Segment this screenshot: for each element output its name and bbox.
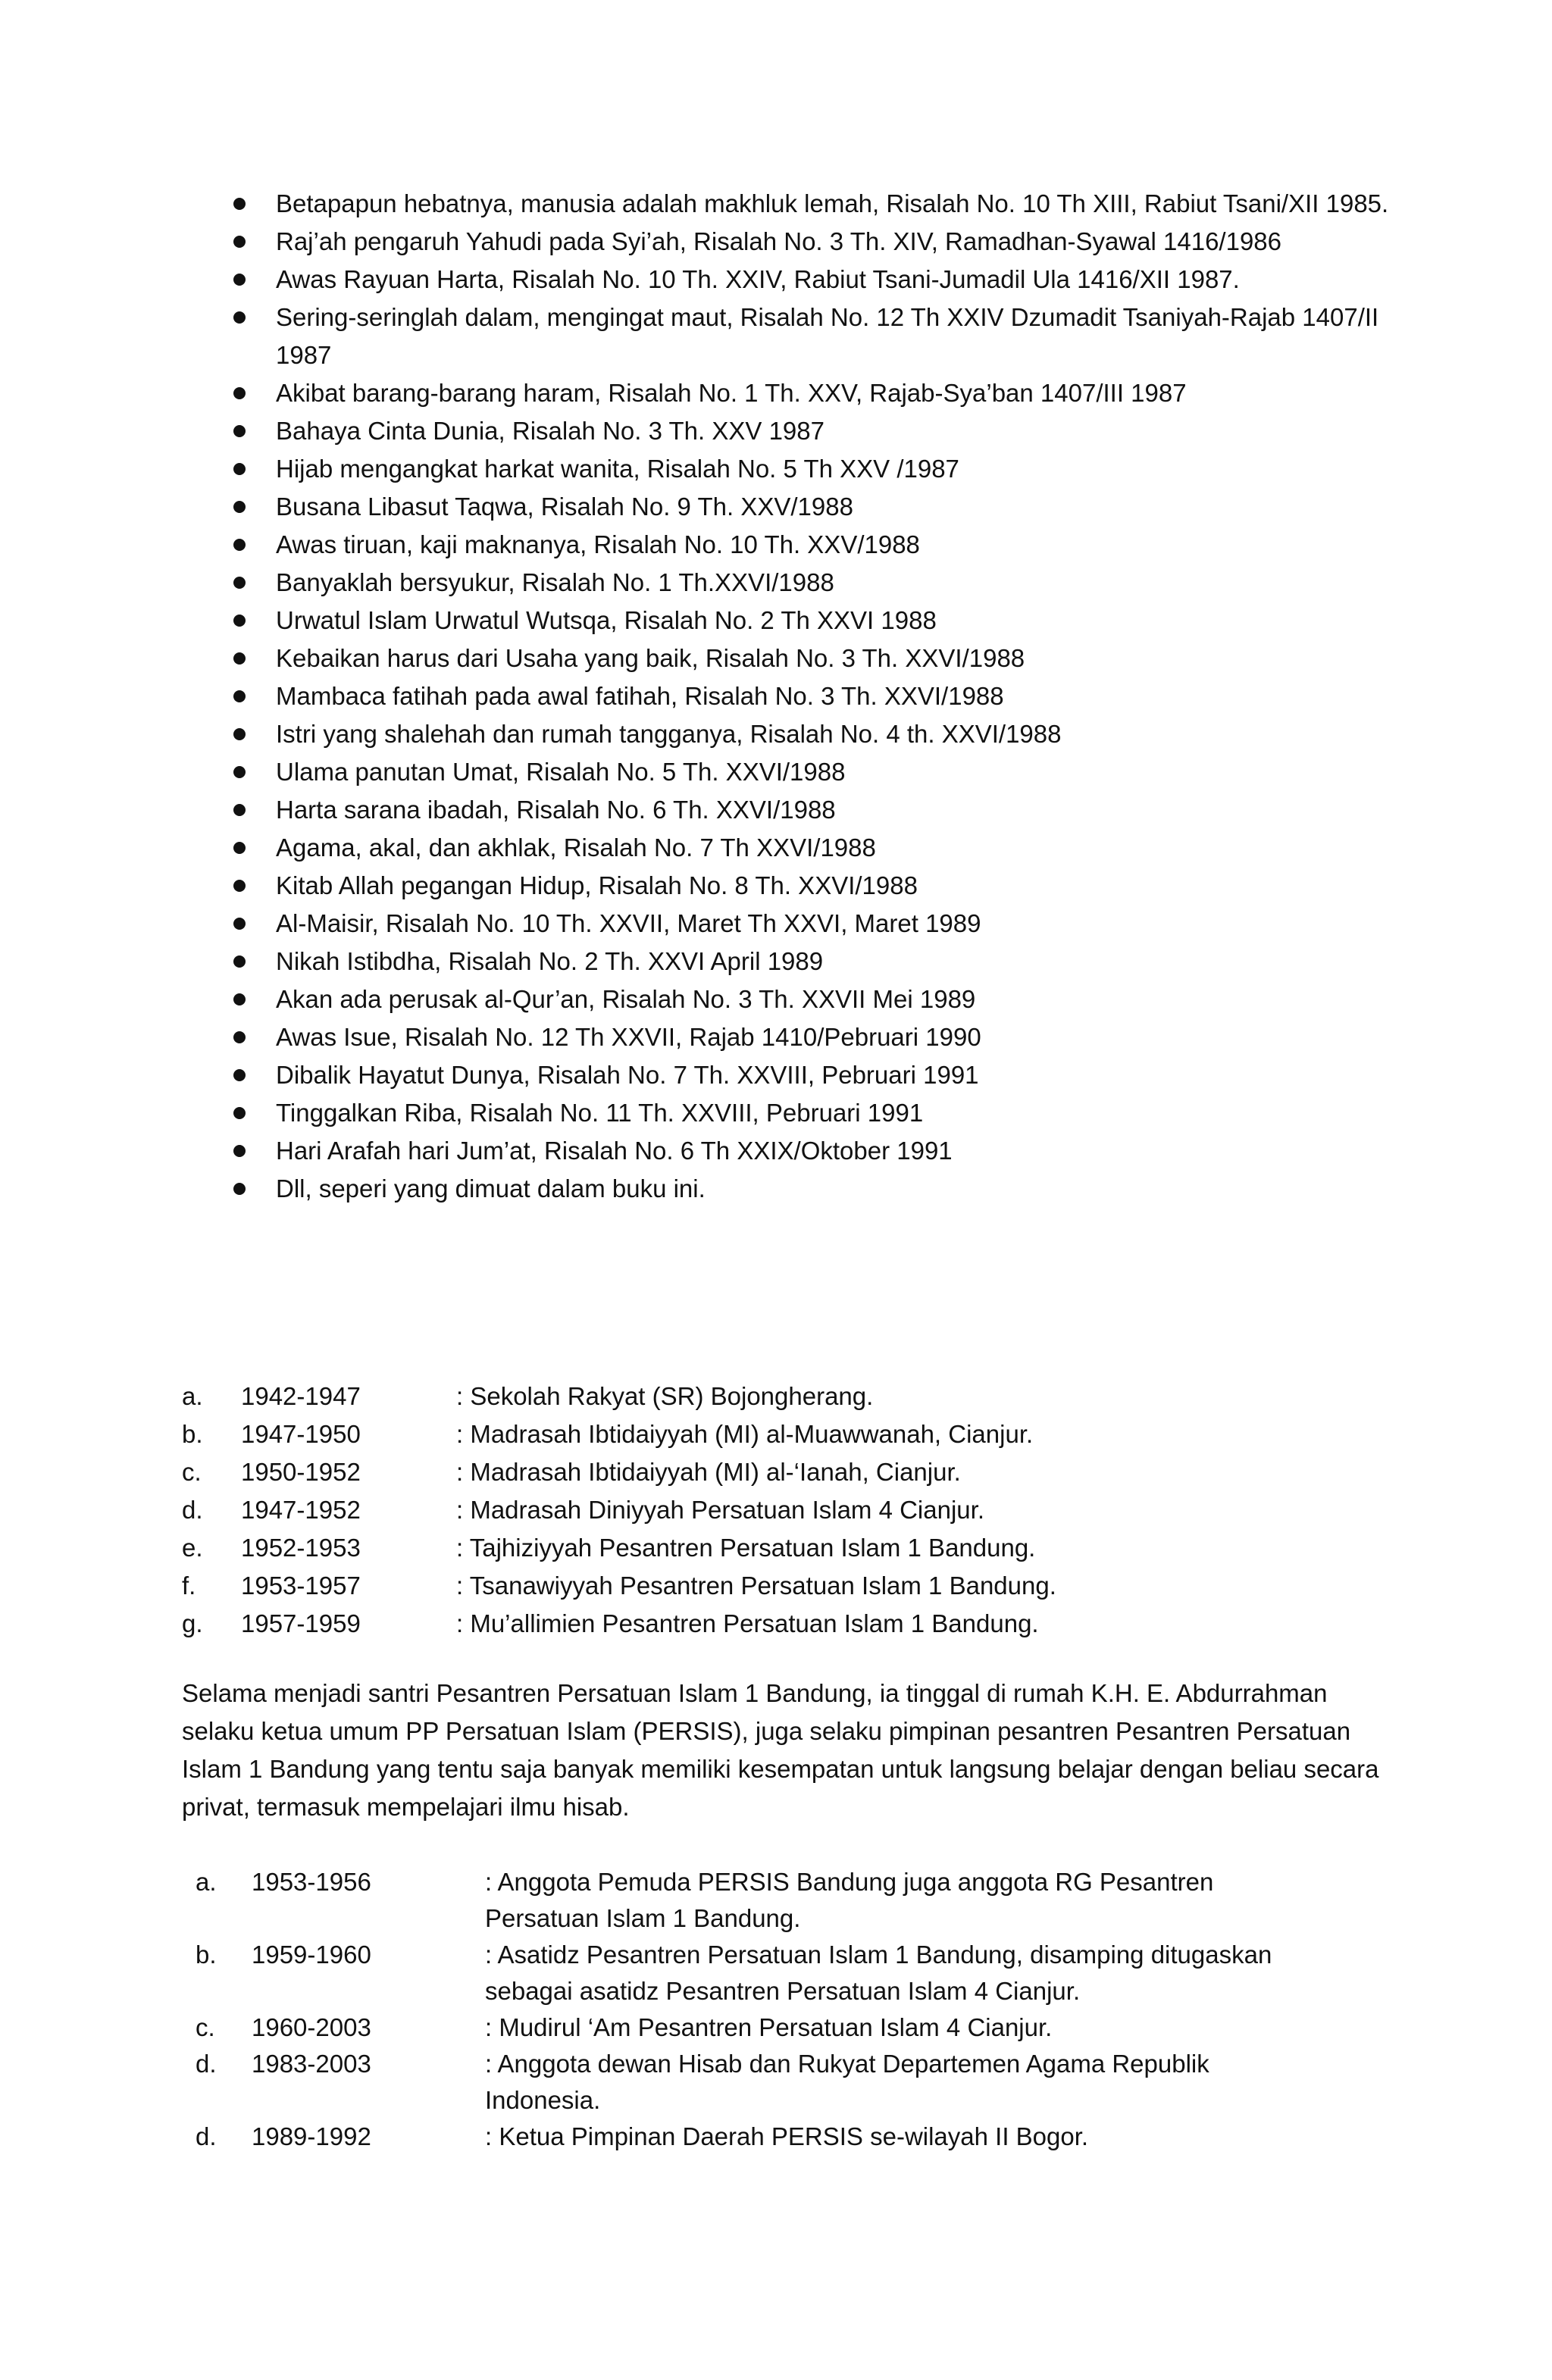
bullet-icon [233,387,246,399]
bullet-icon [233,615,246,627]
bullet-icon [233,993,246,1005]
list-item-text: Raj’ah pengaruh Yahudi pada Syi’ah, Risalah No. 3 Th. XIV, Ramadhan-Syawal 1416/1986 [276,227,1282,255]
list-item-text: Akibat barang-barang haram, Risalah No. 1 Th. XXV, Rajab-Sya’ban 1407/III 1987 [276,379,1187,407]
list-item [224,980,1406,1018]
list-item-text: Busana Libasut Taqwa, Risalah No. 9 Th. XXV/1988 [276,493,853,521]
list-item-text: Awas Isue, Risalah No. 12 Th XXVII, Rajab 1410/Pebruari 1990 [276,1023,981,1051]
history-desc: : Madrasah Diniyyah Persatuan Islam 4 Cianjur. [456,1496,984,1524]
list-item [224,488,1406,526]
list-item-text: Harta sarana ibadah, Risalah No. 6 Th. XXVI/1988 [276,796,836,824]
bullet-icon [233,842,246,854]
bullet-icon [233,1107,246,1119]
list-item-text: Awas tiruan, kaji maknanya, Risalah No. 10 Th. XXV/1988 [276,530,920,558]
list-item [224,753,1406,791]
history-letter: g. [182,1609,203,1637]
history-desc: : Mudirul ‘Am Pesantren Persatuan Islam 4 Cianjur. [485,2013,1053,2041]
history-desc: : Madrasah Ibtidaiyyah (MI) al-‘Ianah, Cianjur. [456,1458,961,1486]
history-letter: d. [196,2050,217,2078]
santri-paragraph: Selama menjadi santri Pesantren Persatuan Islam 1 Bandung, ia tinggal di rumah K.H. E. Abdurrahman selaku ketua umum PP Persatuan Islam (PERSIS), juga selaku pimpinan pesantren Pesantren Persatuan Islam 1 Bandung yang tentu saja banyak memiliki kesempatan untuk langsung belajar dengan beliau secara privat, termasuk mempelajari ilmu hisab. [182,1679,1379,1821]
history-row [182,1491,1394,1529]
history-row [182,1567,1394,1605]
list-item-text: Dibalik Hayatut Dunya, Risalah No. 7 Th. XXVIII, Pebruari 1991 [276,1061,979,1089]
list-item [224,829,1406,867]
list-item-text: Istri yang shalehah dan rumah tangganya, Risalah No. 4 th. XXVI/1988 [276,720,1062,748]
bullet-icon [233,652,246,665]
history-letter: a. [196,1868,217,1896]
bullet-icon [233,690,246,702]
list-item-text: Kitab Allah pegangan Hidup, Risalah No. 8 Th. XXVI/1988 [276,871,918,899]
list-item [224,640,1406,677]
bullet-icon [233,955,246,968]
history-letter: c. [182,1458,202,1486]
list-item-text: Awas Rayuan Harta, Risalah No. 10 Th. XXIV, Rabiut Tsani-Jumadil Ula 1416/XII 1987. [276,265,1240,293]
list-item [224,905,1406,943]
history-years: 1957-1959 [241,1609,361,1637]
history-desc: : Sekolah Rakyat (SR) Bojongherang. [456,1382,874,1410]
bullet-icon [233,425,246,437]
history-letter: b. [182,1420,203,1448]
history-desc: : Anggota Pemuda PERSIS Bandung juga anggota RG Pesantren Persatuan Islam 1 Bandung. [485,1868,1214,1932]
list-item [224,791,1406,829]
history-desc: : Mu’allimien Pesantren Persatuan Islam 1 Bandung. [456,1609,1039,1637]
list-item [224,1018,1406,1056]
history-years: 1960-2003 [252,2013,371,2041]
list-item [224,564,1406,602]
history-row [196,1864,1408,1937]
list-item-text: Banyaklah bersyukur, Risalah No. 1 Th.XXVI/1988 [276,568,834,596]
bullet-icon [233,804,246,816]
history-years: 1942-1947 [241,1382,361,1410]
list-item [224,1132,1406,1170]
list-item-text: Al-Maisir, Risalah No. 10 Th. XXVII, Maret Th XXVI, Maret 1989 [276,909,981,937]
history-desc: : Asatidz Pesantren Persatuan Islam 1 Bandung, disamping ditugaskan sebagai asatidz Pesantren Persatuan Islam 4 Cianjur. [485,1941,1272,2005]
bullet-icon [233,274,246,286]
list-item-text: Hari Arafah hari Jum’at, Risalah No. 6 Th XXIX/Oktober 1991 [276,1137,953,1165]
bullet-icon [233,1031,246,1043]
list-item-text: Betapapun hebatnya, manusia adalah makhluk lemah, Risalah No. 10 Th XIII, Rabiut Tsani/XII 1985. [276,189,1389,217]
list-item [224,223,1406,261]
list-item [224,677,1406,715]
list-item-text: Kebaikan harus dari Usaha yang baik, Risalah No. 3 Th. XXVI/1988 [276,644,1025,672]
history-letter: e. [182,1534,203,1562]
bullet-icon [233,463,246,475]
list-item [224,715,1406,753]
history-desc: : Tsanawiyyah Pesantren Persatuan Islam 1 Bandung. [456,1572,1056,1600]
list-item [224,261,1406,299]
history-row [182,1378,1394,1415]
history-row [196,1937,1408,2009]
history-letter: c. [196,2013,215,2041]
list-item [224,526,1406,564]
list-item-text: Akan ada perusak al-Qur’an, Risalah No. 3 Th. XXVII Mei 1989 [276,985,976,1013]
history-letter: d. [182,1496,203,1524]
history-row [196,2009,1408,2046]
bullet-icon [233,728,246,740]
list-item-text: Ulama panutan Umat, Risalah No. 5 Th. XXVI/1988 [276,758,846,786]
history-letter: a. [182,1382,203,1410]
bullet-icon [233,501,246,513]
bullet-icon [233,918,246,930]
bullet-icon [233,766,246,778]
history-years: 1950-1952 [241,1458,361,1486]
bullet-icon [233,198,246,210]
list-item-text: Sering-seringlah dalam, mengingat maut, Risalah No. 12 Th XXIV Dzumadit Tsaniyah-Rajab 1407/II 1987 [276,303,1379,369]
list-item [224,602,1406,640]
history-years: 1953-1957 [241,1572,361,1600]
history-years: 1959-1960 [252,1941,371,1969]
history-letter: b. [196,1941,217,1969]
list-item [224,1170,1406,1208]
list-item [224,299,1406,374]
list-item [224,185,1406,223]
list-item-text: Nikah Istibdha, Risalah No. 2 Th. XXVI April 1989 [276,947,824,975]
list-item-text: Hijab mengangkat harkat wanita, Risalah No. 5 Th XXV /1987 [276,455,959,483]
history-row [182,1605,1394,1643]
risalah-article-list [224,185,1406,1208]
list-item-text: Agama, akal, dan akhlak, Risalah No. 7 Th XXVI/1988 [276,833,876,862]
list-item-text: Mambaca fatihah pada awal fatihah, Risalah No. 3 Th. XXVI/1988 [276,682,1004,710]
history-row [196,2119,1408,2155]
education-history-list [182,1378,1394,1643]
bullet-icon [233,1145,246,1157]
history-row [182,1415,1394,1453]
list-item [224,867,1406,905]
bullet-icon [233,1183,246,1195]
history-years: 1983-2003 [252,2050,371,2078]
bullet-icon [233,1069,246,1081]
list-item [224,374,1406,412]
history-letter: d. [196,2122,217,2150]
bullet-icon [233,236,246,248]
history-years: 1947-1950 [241,1420,361,1448]
history-desc: : Anggota dewan Hisab dan Rukyat Departemen Agama Republik Indonesia. [485,2050,1209,2114]
list-item [224,412,1406,450]
history-row [182,1453,1394,1491]
career-history-list [196,1864,1408,2155]
bullet-icon [233,539,246,551]
list-item-text: Bahaya Cinta Dunia, Risalah No. 3 Th. XXV 1987 [276,417,824,445]
history-row [196,2046,1408,2119]
list-item-text: Tinggalkan Riba, Risalah No. 11 Th. XXVIII, Pebruari 1991 [276,1099,924,1127]
list-item [224,450,1406,488]
bullet-icon [233,880,246,892]
bullet-icon [233,311,246,324]
list-item [224,1056,1406,1094]
history-desc: : Tajhiziyyah Pesantren Persatuan Islam 1 Bandung. [456,1534,1036,1562]
history-years: 1947-1952 [241,1496,361,1524]
bullet-icon [233,577,246,589]
list-item [224,943,1406,980]
history-desc: : Ketua Pimpinan Daerah PERSIS se-wilayah II Bogor. [485,2122,1089,2150]
list-item-text: Dll, seperi yang dimuat dalam buku ini. [276,1174,706,1203]
history-years: 1952-1953 [241,1534,361,1562]
history-years: 1953-1956 [252,1868,371,1896]
list-item [224,1094,1406,1132]
history-row [182,1529,1394,1567]
list-item-text: Urwatul Islam Urwatul Wutsqa, Risalah No. 2 Th XXVI 1988 [276,606,937,634]
history-letter: f. [182,1572,196,1600]
history-years: 1989-1992 [252,2122,371,2150]
history-desc: : Madrasah Ibtidaiyyah (MI) al-Muawwanah, Cianjur. [456,1420,1034,1448]
